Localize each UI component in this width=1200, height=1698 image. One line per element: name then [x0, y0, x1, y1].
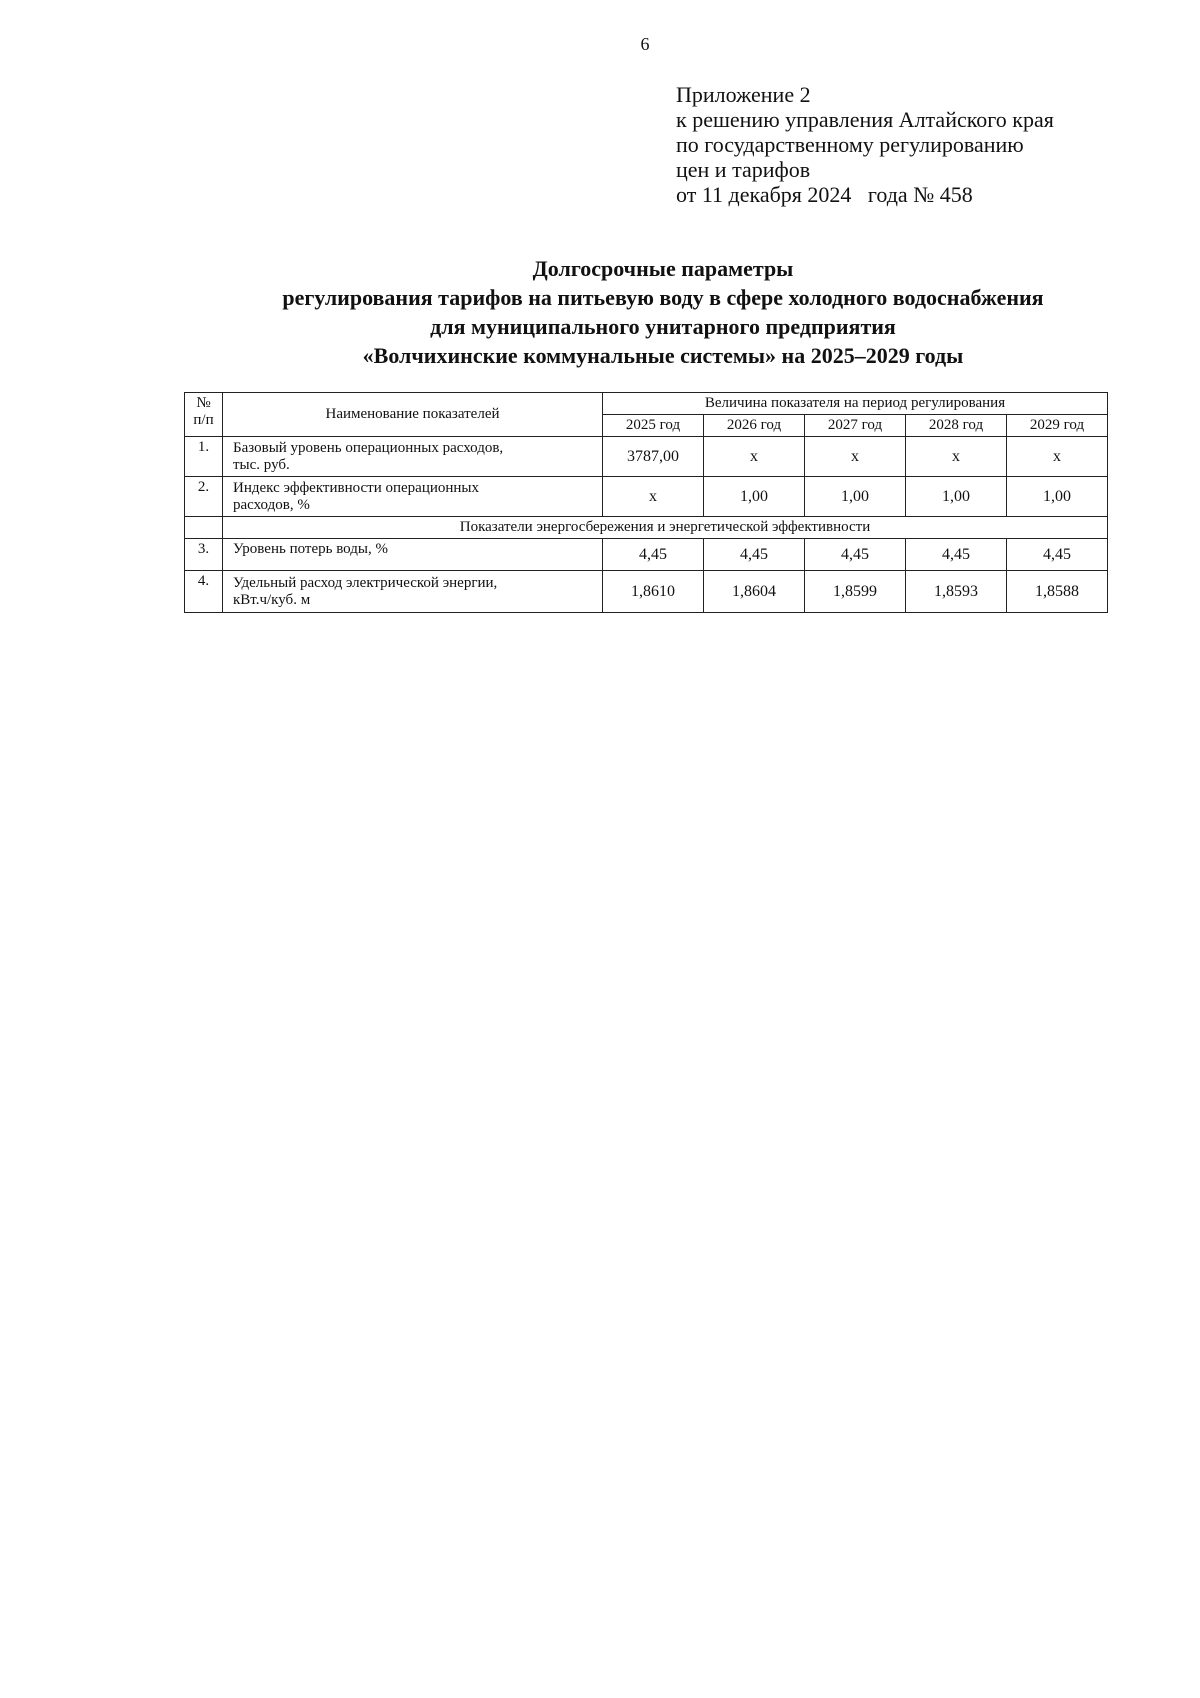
row-name: [223, 437, 603, 477]
appendix-line: Приложение 2: [676, 82, 811, 107]
appendix-line: от 11 декабря 2024 года № 458: [676, 182, 973, 207]
title-line: для муниципального унитарного предприятия: [430, 314, 896, 339]
header-number-line2: п/п: [193, 412, 214, 428]
section-empty-cell: [185, 517, 223, 539]
row-value: x: [704, 437, 805, 477]
row-value: 1,8604: [704, 571, 805, 613]
row-value: 1,00: [1007, 477, 1108, 517]
parameters-table: [184, 392, 1108, 613]
row-value: 1,00: [805, 477, 906, 517]
header-period-cell: Величина показателя на период регулирования: [603, 393, 1108, 415]
row-name-line1: Удельный расход электрической энергии,: [233, 574, 498, 591]
title-line: регулирования тарифов на питьевую воду в сфере холодного водоснабжения: [282, 285, 1044, 310]
table-row: [185, 571, 1108, 613]
row-name: [223, 477, 603, 517]
row-number: 1.: [185, 437, 223, 477]
row-value: 4,45: [704, 539, 805, 571]
row-name: [223, 571, 603, 613]
appendix-line: к решению управления Алтайского края: [676, 107, 1054, 132]
header-year-2028: 2028 год: [906, 415, 1007, 437]
table-row: [185, 477, 1108, 517]
row-value: 1,8593: [906, 571, 1007, 613]
row-value: 1,8610: [603, 571, 704, 613]
row-value: x: [1007, 437, 1108, 477]
table-row: [185, 437, 1108, 477]
title-line: «Волчихинские коммунальные системы» на 2025–2029 годы: [362, 343, 964, 368]
row-value: 1,8599: [805, 571, 906, 613]
row-value: 4,45: [906, 539, 1007, 571]
row-value: x: [603, 477, 704, 517]
row-number: 3.: [185, 539, 223, 571]
row-name-line1: Базовый уровень операционных расходов,: [233, 439, 504, 456]
row-name: [223, 539, 603, 571]
row-value: 1,00: [906, 477, 1007, 517]
page-number: 6: [640, 34, 650, 54]
appendix-block: [676, 82, 1054, 207]
section-header-row: [185, 517, 1108, 539]
header-year-2029: 2029 год: [1007, 415, 1108, 437]
row-value: x: [805, 437, 906, 477]
header-number-cell: [185, 393, 223, 437]
row-name-line1: Уровень потерь воды, %: [233, 541, 388, 557]
header-year-2026: 2026 год: [704, 415, 805, 437]
row-value: 1,00: [704, 477, 805, 517]
row-number: 2.: [185, 477, 223, 517]
header-name-cell: Наименование показателей: [223, 393, 603, 437]
appendix-line: по государственному регулированию: [676, 132, 1024, 157]
row-number: 4.: [185, 571, 223, 613]
table-row: [185, 539, 1108, 571]
row-name-line2: кВт.ч/куб. м: [233, 591, 311, 608]
header-number-line1: №: [196, 395, 211, 411]
row-name-line2: расходов, %: [233, 496, 310, 513]
row-value: 4,45: [805, 539, 906, 571]
header-year-2025: 2025 год: [603, 415, 704, 437]
row-name-line1: Индекс эффективности операционных: [233, 479, 480, 496]
table-header-row: [185, 393, 1108, 415]
row-value: 4,45: [603, 539, 704, 571]
row-value: 4,45: [1007, 539, 1108, 571]
document-title: [0, 254, 1200, 370]
row-name-line2: тыс. руб.: [233, 456, 290, 473]
row-value: 1,8588: [1007, 571, 1108, 613]
row-value: 3787,00: [603, 437, 704, 477]
header-year-2027: 2027 год: [805, 415, 906, 437]
title-line: Долгосрочные параметры: [532, 256, 794, 281]
section-title: Показатели энергосбережения и энергетической эффективности: [223, 517, 1108, 539]
row-value: x: [906, 437, 1007, 477]
appendix-line: цен и тарифов: [676, 157, 811, 182]
